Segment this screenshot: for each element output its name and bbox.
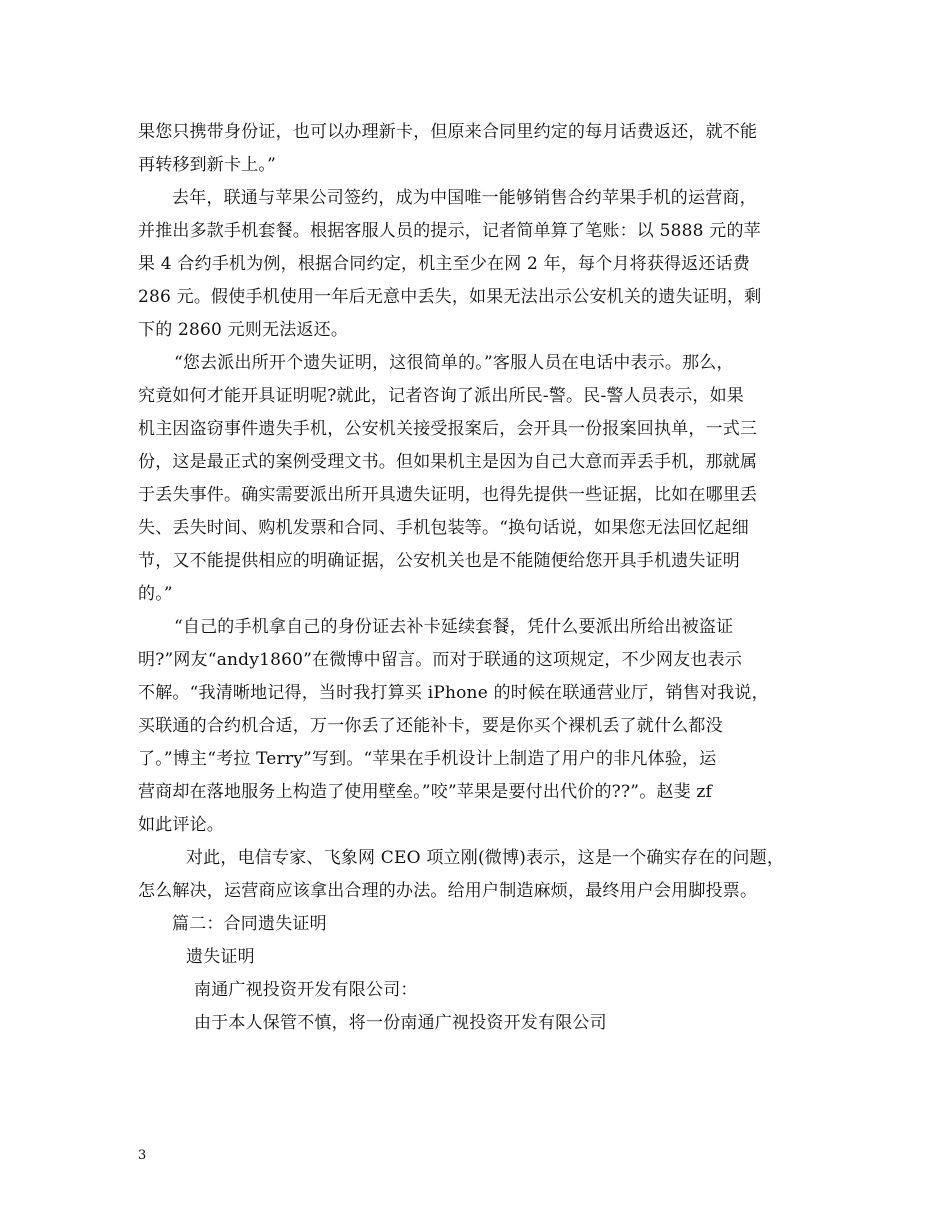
addressee: 南通广视投资开发有限公司： (194, 980, 418, 1000)
text-line-6: 286 元。假使手机使用一年后无意中丢失，如果无法出示公安机关的遗失证明，剩 (138, 287, 762, 307)
text-line-11: 份，这是最正式的案例受理文书。但如果机主是因为自己大意而弄丢手机，那就属 (138, 452, 758, 472)
document-title: 遗失证明 (186, 947, 255, 967)
text-line-12: 于丢失事件。确实需要派出所开具遗失证明，也得先提供一些证据，比如在哪里丢 (138, 485, 758, 505)
text-line-13: 失、丢失时间、购机发票和合同、手机包装等。“换句话说，如果您无法回忆起细 (138, 518, 749, 538)
text-line-23: 对此，电信专家、飞象网 CEO 项立刚(微博)表示，这是一个确实存在的问题， (186, 848, 785, 868)
text-line-19: 买联通的合约机合适，万一你丢了还能补卡，要是你买个裸机丢了就什么都没 (138, 716, 723, 736)
text-line-1: 果您只携带身份证，也可以办理新卡，但原来合同里约定的每月话费返还，就不能 (138, 122, 758, 142)
text-line-2: 再转移到新卡上。” (138, 155, 276, 175)
text-line-14: 节，又不能提供相应的明确证据，公安机关也是不能随便给您开具手机遗失证明 (138, 551, 740, 571)
text-line-4: 并推出多款手机套餐。根据客服人员的提示，记者简单算了笔账：以 5888 元的苹 (138, 221, 761, 241)
text-line-9: 究竟如何才能开具证明呢?就此，记者咨询了派出所民-警。民-警人员表示，如果 (138, 386, 745, 406)
text-line-15: 的。” (138, 584, 173, 604)
page-number: 3 (138, 1148, 147, 1163)
text-line-3: 去年，联通与苹果公司签约，成为中国唯一能够销售合约苹果手机的运营商， (172, 188, 757, 208)
text-line-10: 机主因盗窃事件遗失手机，公安机关接受报案后，会开具一份报案回执单，一式三 (138, 419, 758, 439)
text-line-24: 怎么解决，运营商应该拿出合理的办法。给用户制造麻烦，最终用户会用脚投票。 (138, 881, 758, 901)
text-line-5: 果 4 合约手机为例，根据合同约定，机主至少在网 2 年，每个月将获得返还话费 (138, 254, 751, 274)
text-line-18: 不解。“我清晰地记得，当时我打算买 iPhone 的时候在联通营业厅，销售对我说， (138, 683, 769, 703)
text-line-7: 下的 2860 元则无法返还。 (138, 320, 349, 340)
text-line-21: 营商却在落地服务上构造了使用壁垒。”咬”苹果是要付出代价的??”。赵斐 zf (138, 782, 713, 802)
text-line-20: 了。”博主“考拉 Terry”写到。“苹果在手机设计上制造了用户的非凡体验，运 (138, 749, 717, 769)
text-line-28: 由于本人保管不慎，将一份南通广视投资开发有限公司 (194, 1013, 607, 1033)
text-line-17: 明?”网友“andy1860”在微博中留言。而对于联通的这项规定，不少网友也表示 (138, 650, 743, 670)
section-heading: 篇二：合同遗失证明 (172, 914, 327, 934)
text-line-16: “自己的手机拿自己的身份证去补卡延续套餐，凭什么要派出所给出被盗证 (174, 617, 734, 637)
text-line-22: 如此评论。 (138, 815, 224, 835)
text-line-8: “您去派出所开个遗失证明，这很简单的。”客服人员在电话中表示。那么， (174, 353, 734, 373)
